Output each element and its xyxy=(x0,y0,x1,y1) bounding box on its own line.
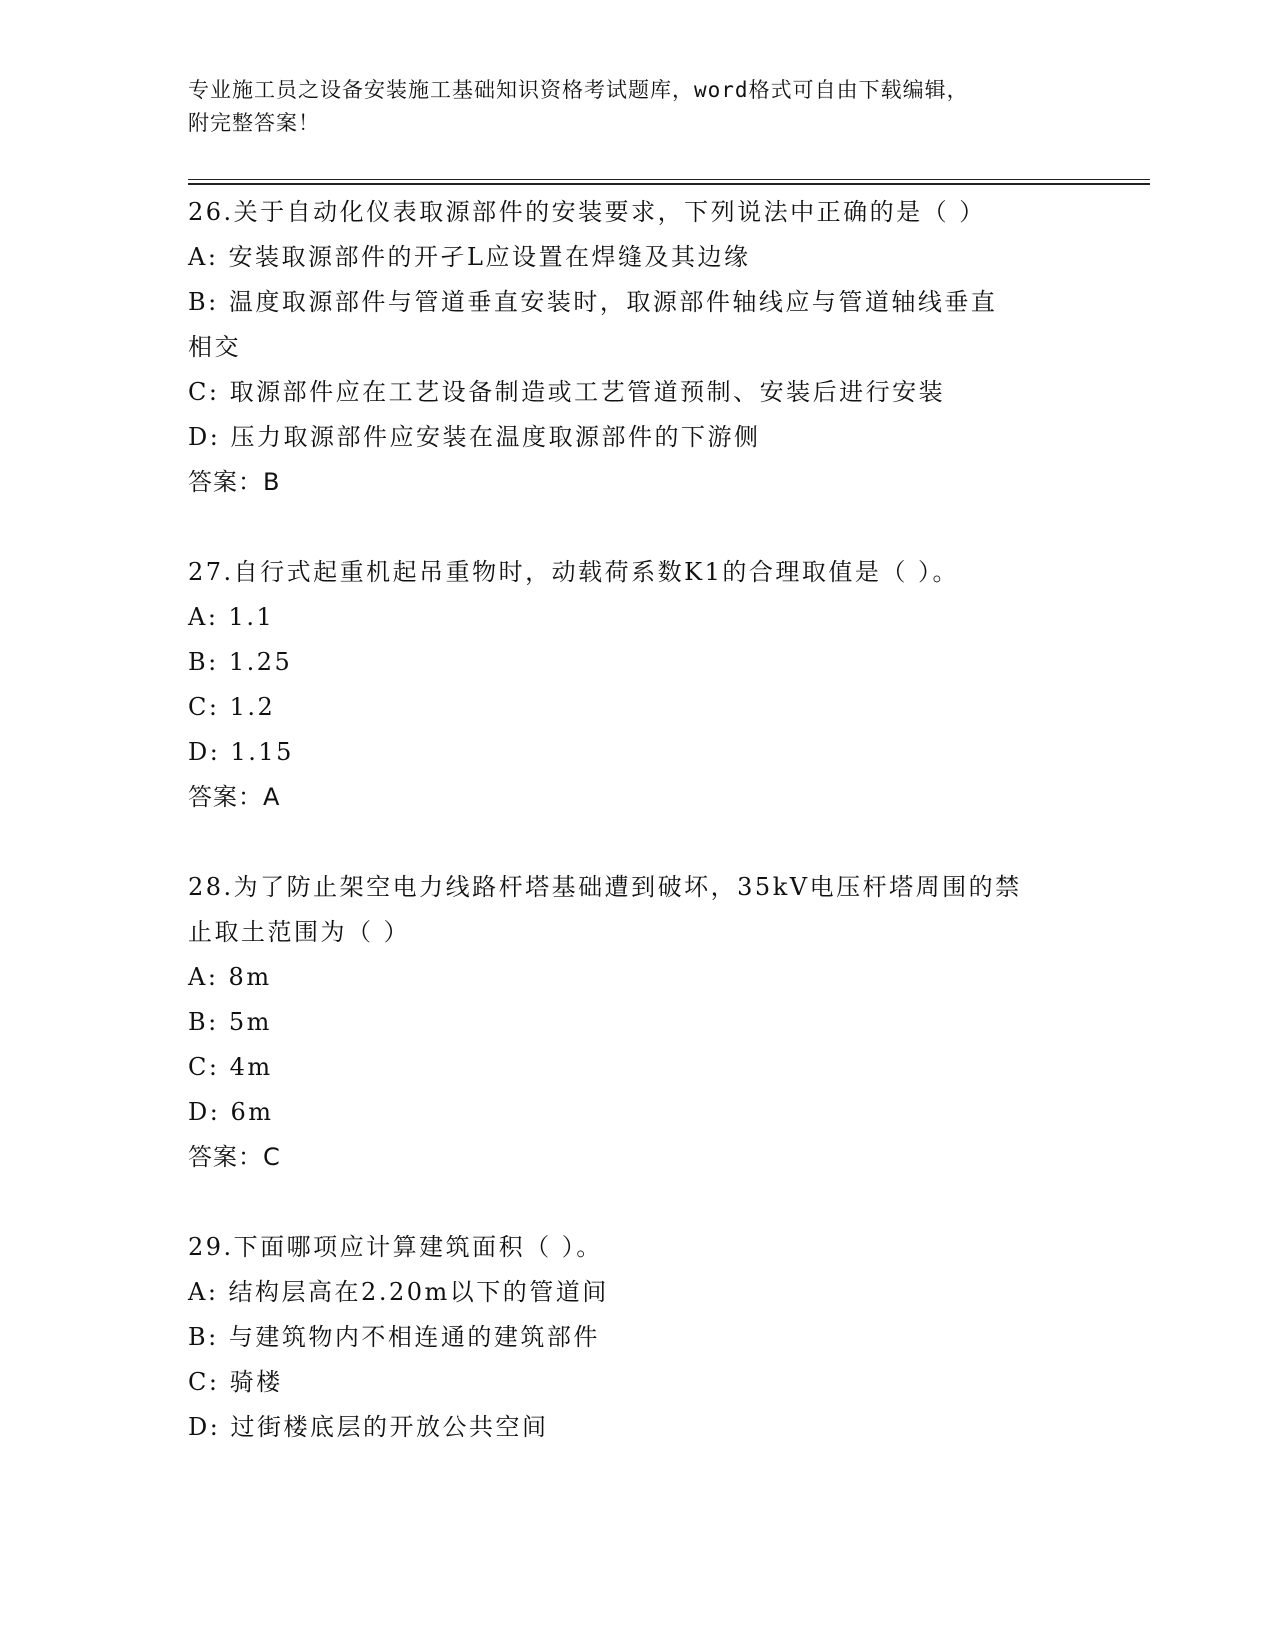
answer-label: 答案：A xyxy=(188,783,281,811)
option-a: A: 结构层高在2.20m以下的管道间 xyxy=(188,1278,609,1306)
option-d: D: 6m xyxy=(188,1098,274,1126)
question-title-line-1: 28.为了防止架空电力线路杆塔基础遭到破坏，35kV电压杆塔周围的禁 xyxy=(188,873,1022,901)
option-c: C: 骑楼 xyxy=(188,1368,283,1396)
option-b: B: 1.25 xyxy=(188,648,293,676)
question-title: 26.关于自动化仪表取源部件的安装要求，下列说法中正确的是（ ） xyxy=(188,198,986,226)
option-a: A: 安装取源部件的开孑L应设置在焊缝及其边缘 xyxy=(188,243,751,271)
header-divider-thin xyxy=(188,179,1150,180)
option-d: D: 压力取源部件应安装在温度取源部件的下游侧 xyxy=(188,423,761,451)
question-list xyxy=(188,190,1088,1450)
option-b: B: 与建筑物内不相连通的建筑部件 xyxy=(188,1323,600,1351)
question-26 xyxy=(188,190,1088,505)
option-d: D: 过街楼底层的开放公共空间 xyxy=(188,1413,549,1441)
document-header xyxy=(188,74,1088,140)
option-b-line-1: B: 温度取源部件与管道垂直安装时，取源部件轴线应与管道轴线垂直 xyxy=(188,288,998,316)
question-title-line-2: 止取土范围为（ ） xyxy=(188,918,411,946)
option-d: D: 1.15 xyxy=(188,738,294,766)
header-line-2: 附完整答案！ xyxy=(188,111,320,135)
answer-label: 答案：B xyxy=(188,468,281,496)
option-b: B: 5m xyxy=(188,1008,272,1036)
option-a: A: 1.1 xyxy=(188,603,275,631)
option-c: C: 取源部件应在工艺设备制造或工艺管道预制、安装后进行安装 xyxy=(188,378,946,406)
option-b-line-2: 相交 xyxy=(188,333,241,361)
option-c: C: 1.2 xyxy=(188,693,276,721)
question-title: 29.下面哪项应计算建筑面积（ ）。 xyxy=(188,1233,603,1261)
question-28 xyxy=(188,865,1088,1180)
header-divider-thick xyxy=(188,183,1150,185)
header-line-1: 专业施工员之设备安装施工基础知识资格考试题库，word格式可自由下载编辑， xyxy=(188,78,969,102)
question-27 xyxy=(188,550,1088,820)
option-c: C: 4m xyxy=(188,1053,273,1081)
question-29 xyxy=(188,1225,1088,1450)
answer-label: 答案：C xyxy=(188,1143,281,1171)
option-a: A: 8m xyxy=(188,963,272,991)
question-title: 27.自行式起重机起吊重物时，动载荷系数K1的合理取值是（ ）。 xyxy=(188,558,959,586)
